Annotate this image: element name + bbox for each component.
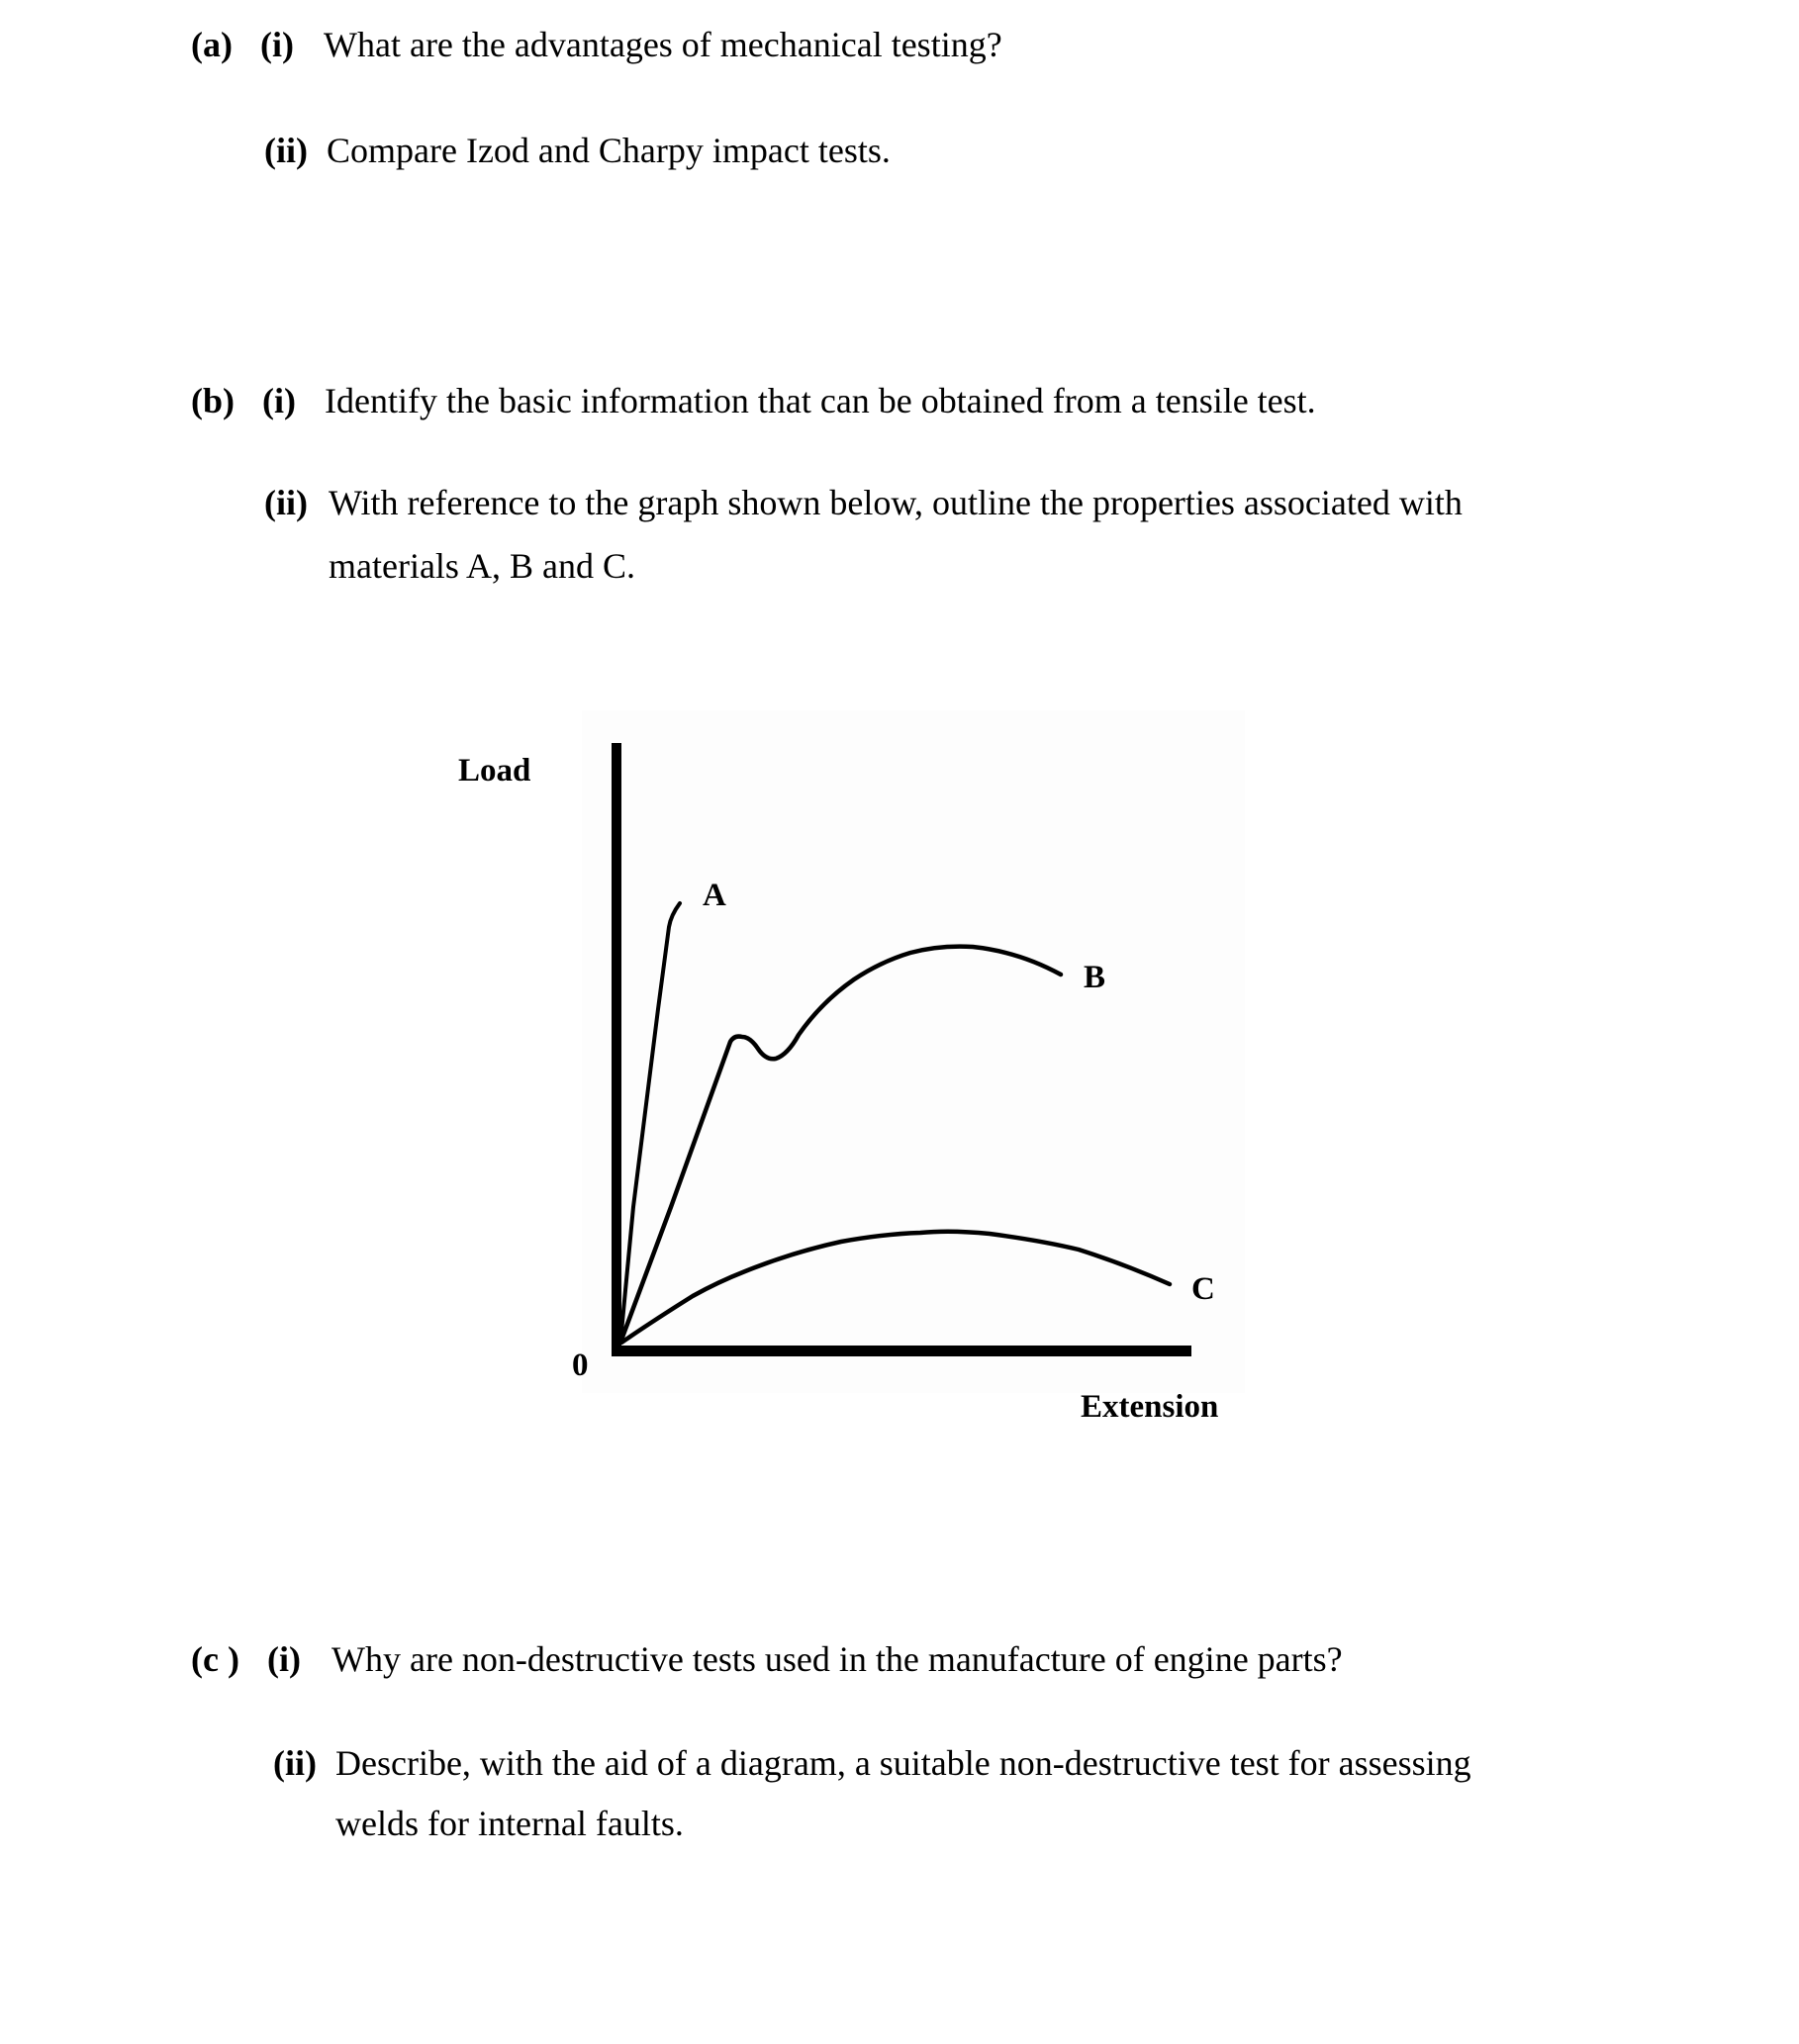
x-axis [612,1346,1191,1356]
question-b-i-text: Identify the basic information that can be obtained from a tensile test. [325,381,1316,420]
curve-c-label: C [1191,1271,1215,1307]
question-c-label: (c ) [191,1639,239,1679]
question-c-i-text: Why are non-destructive tests used in the manufacture of engine parts? [331,1639,1343,1679]
y-axis [612,743,621,1356]
origin-label: 0 [572,1347,589,1383]
question-c-ii-text-line1: Describe, with the aid of a diagram, a suitable non-destructive test for assessing [335,1743,1471,1783]
question-a-i-text: What are the advantages of mechanical testing? [324,25,1002,64]
question-c-ii-text-line2: welds for internal faults. [335,1804,684,1843]
y-axis-label: Load [458,753,531,789]
question-c-i-label: (i) [267,1639,301,1679]
curve-c [621,1232,1170,1343]
curve-b [620,947,1061,1343]
question-b-label: (b) [191,381,235,420]
question-a-ii-text: Compare Izod and Charpy impact tests. [327,131,891,170]
curve-a-label: A [703,878,726,913]
question-a-i-label: (i) [260,25,294,64]
question-b-ii-text-line1: With reference to the graph shown below, outline the properties associated with [329,483,1463,522]
curve-a [620,903,680,1343]
question-b-i-label: (i) [262,381,296,420]
question-b-ii-label: (ii) [264,483,308,522]
x-axis-label: Extension [1081,1389,1219,1425]
question-c-ii-label: (ii) [273,1743,317,1783]
curve-b-label: B [1084,960,1106,995]
question-a-label: (a) [191,25,233,64]
question-b-ii-text-line2: materials A, B and C. [329,546,635,586]
question-a-ii-label: (ii) [264,131,308,170]
